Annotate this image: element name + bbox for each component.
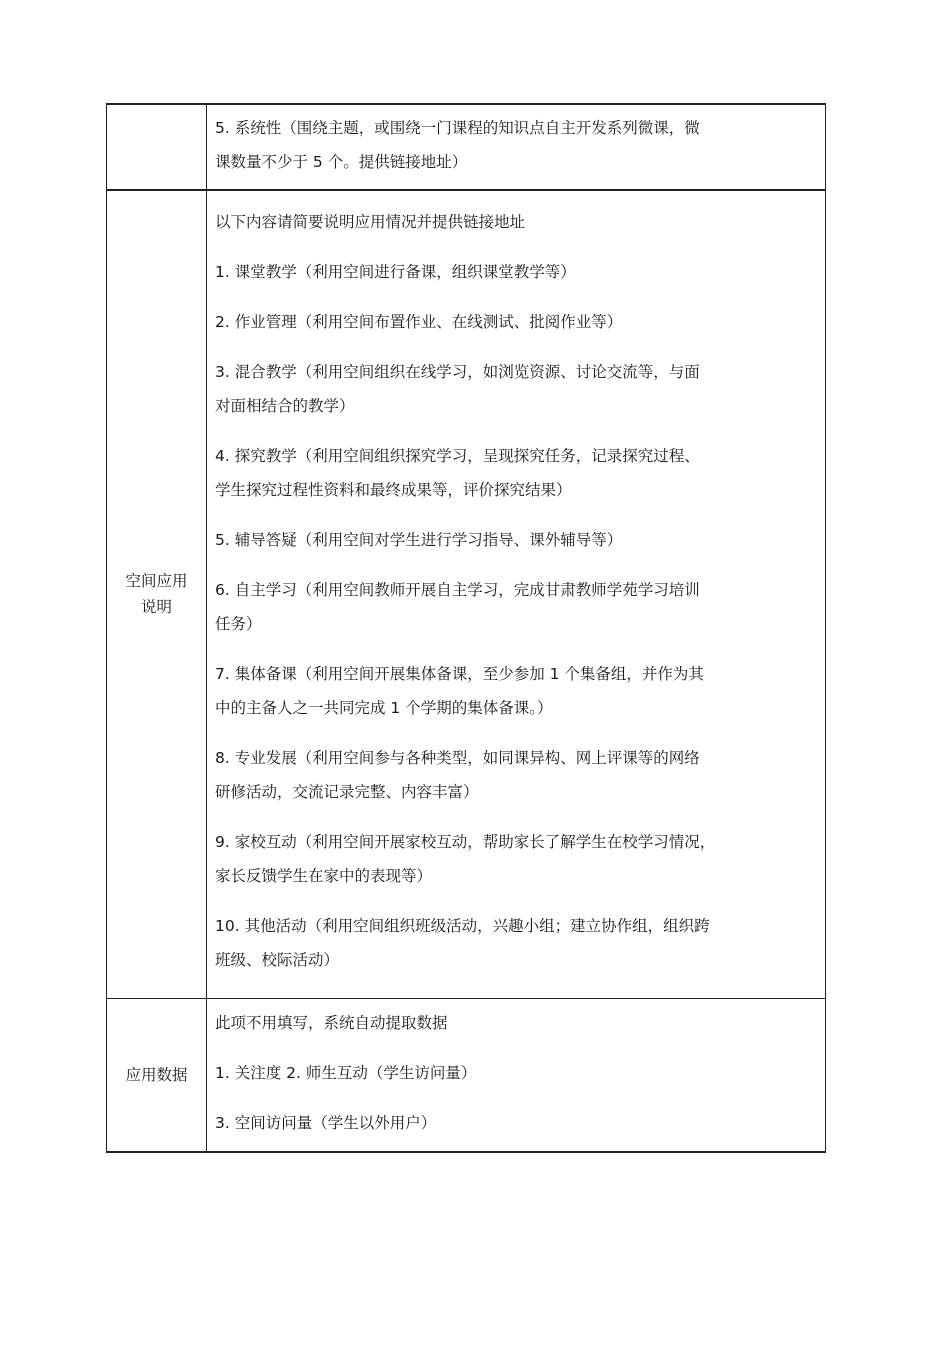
list-item	[215, 741, 813, 809]
item-line: 任务）	[215, 615, 262, 634]
item-line: 7. 集体备课（利用空间开展集体备课，至少参加 1 个集备组，并作为其	[215, 665, 704, 684]
row-content-application-data	[207, 998, 826, 1152]
list-item	[215, 909, 813, 977]
paragraph-line: 课数量不少于 5 个。提供链接地址）	[215, 152, 468, 171]
item-line: 中的主备人之一共同完成 1 个学期的集体备课。）	[215, 699, 553, 718]
item-line: 对面相结合的教学）	[215, 397, 355, 416]
list-item	[215, 1056, 813, 1090]
item-line: 1. 关注度 2. 师生互动（学生访问量）	[215, 1063, 477, 1082]
label-line: 说明	[140, 598, 172, 617]
list-item	[215, 355, 813, 423]
list-item	[215, 439, 813, 507]
list-item	[215, 573, 813, 641]
item-line: 班级、校际活动）	[215, 951, 340, 970]
document-table	[106, 103, 826, 1153]
intro-text: 此项不用填写，系统自动提取数据	[215, 1013, 448, 1032]
item-line: 学生探究过程性资料和最终成果等，评价探究结果）	[215, 481, 572, 500]
list-item	[215, 255, 813, 289]
paragraph-line: 5. 系统性（围绕主题，或围绕一门课程的知识点自主开发系列微课，微	[215, 118, 700, 137]
item-line: 10. 其他活动（利用空间组织班级活动，兴趣小组；建立协作组，组织跨	[215, 917, 710, 936]
table-row-space-application	[107, 190, 826, 998]
list-item	[215, 1106, 813, 1140]
row-label-empty	[107, 104, 207, 190]
row-content-systematic	[207, 104, 826, 190]
item-line: 2. 作业管理（利用空间布置作业、在线测试、批阅作业等）	[215, 313, 623, 332]
item-line: 8. 专业发展（利用空间参与各种类型，如同课异构、网上评课等的网络	[215, 749, 700, 768]
item-line: 家长反馈学生在家中的表现等）	[215, 867, 433, 886]
list-item	[215, 523, 813, 557]
item-line: 3. 空间访问量（学生以外用户）	[215, 1113, 437, 1132]
table-row-application-data	[107, 998, 826, 1152]
item-line: 5. 辅导答疑（利用空间对学生进行学习指导、课外辅导等）	[215, 531, 623, 550]
row-content-space-application	[207, 190, 826, 998]
list-item	[215, 825, 813, 893]
list-item	[215, 305, 813, 339]
row-label-application-data: 应用数据	[107, 998, 207, 1152]
table-row-systematic	[107, 104, 826, 190]
item-line: 1. 课堂教学（利用空间进行备课，组织课堂教学等）	[215, 263, 576, 282]
list-item	[215, 657, 813, 725]
label-line: 空间应用	[125, 572, 188, 591]
intro-text: 以下内容请简要说明应用情况并提供链接地址	[215, 213, 526, 232]
item-line: 3. 混合教学（利用空间组织在线学习，如浏览资源、讨论交流等，与面	[215, 363, 700, 382]
item-line: 6. 自主学习（利用空间教师开展自主学习，完成甘肃教师学苑学习培训	[215, 581, 700, 600]
item-line: 9. 家校互动（利用空间开展家校互动，帮助家长了解学生在校学习情况，	[215, 833, 716, 852]
item-line: 4. 探究教学（利用空间组织探究学习，呈现探究任务，记录探究过程、	[215, 447, 700, 466]
row-label-space-application	[107, 190, 207, 998]
item-line: 研修活动，交流记录完整、内容丰富）	[215, 783, 479, 802]
